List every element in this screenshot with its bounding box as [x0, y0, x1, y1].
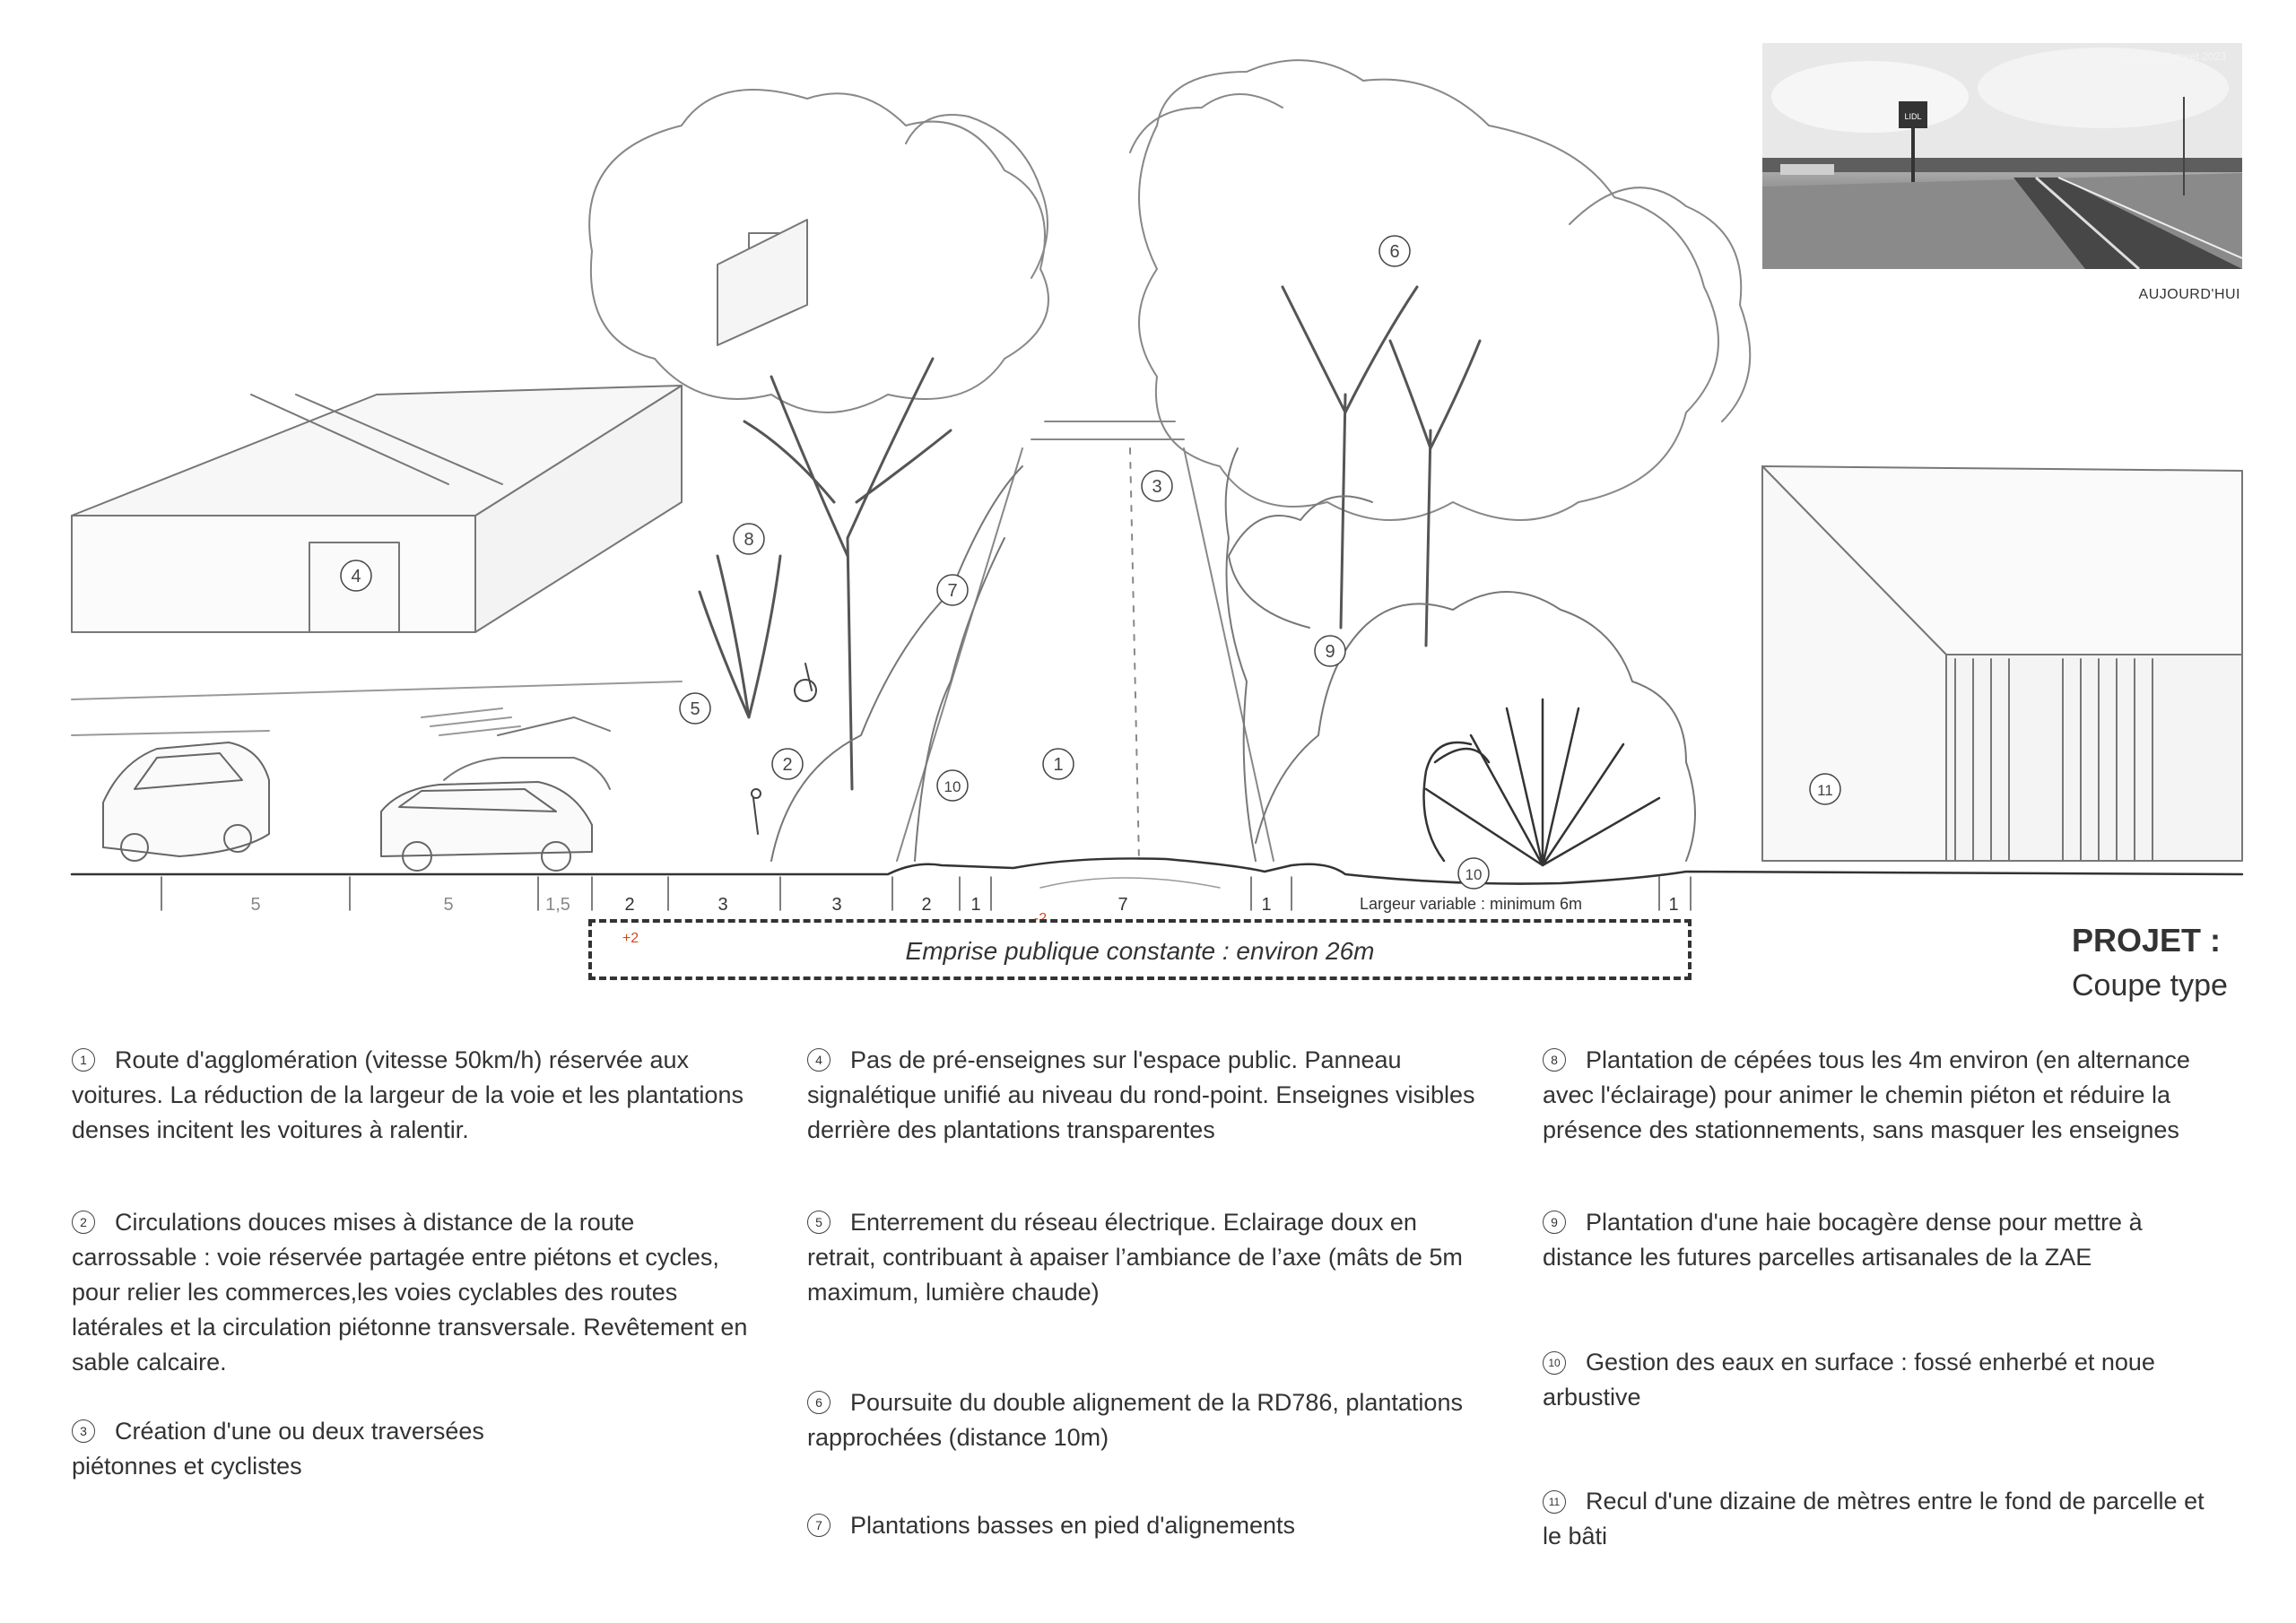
legend-num-1: 1 — [72, 1048, 95, 1072]
marker-10b — [1458, 858, 1489, 889]
svg-text:6: 6 — [1389, 242, 1400, 262]
dim-1-5: 1,5 — [545, 895, 570, 915]
legend-text-5: Enterrement du réseau électrique. Eclairage doux en retrait, contribuant à apaiser l’ambiance de l’axe (mâts de 5m maximum, lumière chaude) — [807, 1209, 1463, 1306]
marker-10a — [937, 770, 968, 801]
svg-text:2: 2 — [782, 755, 793, 775]
legend-text-8: Plantation de cépées tous les 4m environ (en alternance avec l'éclairage) pour animer le chemin piéton et réduire la présence des stationnements, sans masquer les enseignes — [1543, 1046, 2190, 1143]
legend-num-4: 4 — [807, 1048, 831, 1072]
legend-text-2: Circulations douces mises à distance de la route carrossable : voie réservée partagée entre piétons et cycles, pour relier les commerces,les voies cyclables des routes latérales et la circulation piétonne transversale. Revêtement en sable calcaire. — [72, 1209, 748, 1376]
dim-2b: 2 — [921, 895, 932, 915]
svg-text:10: 10 — [1465, 866, 1483, 883]
projet-subtitle: Coupe type — [2072, 968, 2228, 1002]
svg-text:11: 11 — [1817, 782, 1833, 799]
projet-title: PROJET : — [2072, 922, 2222, 959]
left-building — [72, 220, 807, 632]
photo-image — [1762, 43, 2242, 269]
legend-item-2 — [72, 1205, 753, 1380]
marker-6 — [1379, 236, 1410, 266]
marker-2 — [772, 749, 803, 779]
parked-car-2 — [381, 782, 592, 871]
legend-text-7: Plantations basses en pied d'alignements — [850, 1512, 1295, 1539]
legend-text-1: Route d'agglomération (vitesse 50km/h) réservée aux voitures. La réduction de la largeur de la voie et les plantations denses incitent les voitures à ralentir. — [72, 1046, 744, 1143]
marker-4 — [341, 560, 371, 591]
legend-num-2: 2 — [72, 1211, 95, 1234]
parked-car-1 — [103, 742, 269, 861]
legend-num-10: 10 — [1543, 1351, 1566, 1375]
svg-text:5: 5 — [690, 699, 700, 719]
dim-7: 7 — [1118, 895, 1128, 915]
dim-3a: 3 — [718, 895, 728, 915]
dim-2a: 2 — [624, 895, 635, 915]
dim-variable: Largeur variable : minimum 6m — [1359, 895, 1583, 913]
legend-text-4: Pas de pré-enseignes sur l'espace public. Panneau signalétique unifié au niveau du rond-point. Enseignes visibles derrière des plantations transparentes — [807, 1046, 1475, 1143]
photo-source: Source : Gstreet 2023 — [2120, 50, 2226, 63]
emprise-label: Emprise publique constante : environ 26m — [905, 937, 1375, 965]
hedges — [771, 448, 1695, 861]
dim-5b: 5 — [443, 895, 454, 915]
svg-text:4: 4 — [351, 567, 361, 586]
dim-1a: 1 — [970, 895, 981, 915]
dim-1c: 1 — [1668, 895, 1679, 915]
marker-3 — [1142, 471, 1172, 501]
tree-trunks — [700, 287, 1480, 789]
legend-num-7: 7 — [807, 1514, 831, 1537]
svg-text:10: 10 — [944, 778, 961, 795]
legend-text-9: Plantation d'une haie bocagère dense pour mettre à distance les futures parcelles artisanales de la ZAE — [1543, 1209, 2143, 1271]
photo-caption: AUJOURD'HUI — [2138, 287, 2240, 302]
marker-7 — [937, 575, 968, 605]
marker-1 — [1043, 749, 1074, 779]
legend-item-9 — [1543, 1205, 2224, 1275]
emprise-box — [588, 919, 1692, 980]
legend-num-3: 3 — [72, 1419, 95, 1443]
current-photo — [1762, 43, 2242, 269]
dim-5a: 5 — [250, 895, 261, 915]
legend-item-8 — [1543, 1043, 2224, 1148]
legend-item-11 — [1543, 1484, 2224, 1554]
legend-item-5 — [807, 1205, 1489, 1310]
dim-3b: 3 — [831, 895, 842, 915]
svg-text:9: 9 — [1325, 642, 1335, 662]
spiky-plant — [1424, 699, 1660, 865]
legend-text-11: Recul d'une dizaine de mètres entre le fond de parcelle et le bâti — [1543, 1488, 2205, 1549]
legend-item-7 — [807, 1508, 1489, 1543]
svg-text:1: 1 — [1053, 755, 1064, 775]
legend-num-9: 9 — [1543, 1211, 1566, 1234]
legend-item-6 — [807, 1385, 1489, 1455]
legend-item-10 — [1543, 1345, 2224, 1415]
marker-11 — [1810, 774, 1840, 804]
marker-9 — [1315, 636, 1345, 666]
legend-text-3b: piétonnes et cyclistes — [72, 1453, 302, 1480]
legend-text-6: Poursuite du double alignement de la RD786, plantations rapprochées (distance 10m) — [807, 1389, 1463, 1451]
legend-num-8: 8 — [1543, 1048, 1566, 1072]
legend-item-4 — [807, 1043, 1489, 1148]
svg-text:3: 3 — [1152, 477, 1162, 497]
legend-text-10: Gestion des eaux en surface : fossé enherbé et noue arbustive — [1543, 1349, 2155, 1410]
marker-5 — [680, 693, 710, 724]
legend-num-11: 11 — [1543, 1490, 1566, 1514]
legend-num-5: 5 — [807, 1211, 831, 1234]
dim-minus2: -2 — [1033, 911, 1048, 926]
svg-text:8: 8 — [744, 530, 754, 550]
ground-line — [72, 858, 2242, 883]
legend-item-1 — [72, 1043, 753, 1148]
legend-item-3 — [72, 1414, 753, 1484]
parked-car-3 — [444, 717, 610, 789]
legend-num-6: 6 — [807, 1391, 831, 1414]
legend-text-3: Création d'une ou deux traversées — [115, 1418, 484, 1445]
svg-text:LIDL: LIDL — [1904, 112, 1922, 121]
svg-text:7: 7 — [947, 581, 958, 601]
dim-plus2: +2 — [622, 931, 639, 946]
marker-8 — [734, 524, 764, 554]
dim-1b: 1 — [1261, 895, 1272, 915]
left-parking — [72, 681, 682, 735]
